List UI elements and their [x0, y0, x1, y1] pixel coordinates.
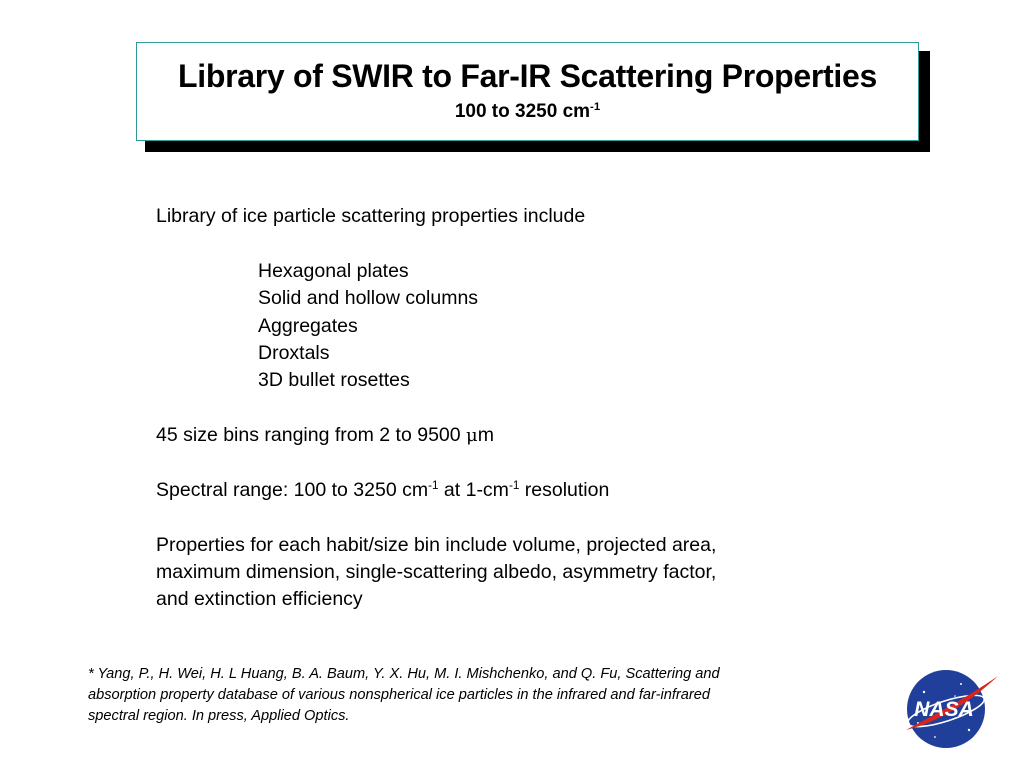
slide-subtitle — [137, 100, 918, 124]
nasa-logo — [898, 668, 1002, 750]
habit-item: Solid and hollow columns — [258, 287, 479, 310]
spectral-text-3: resolution — [519, 478, 610, 501]
intro-line: Library of ice particle scattering properties include — [156, 205, 586, 227]
size-bins-line — [156, 422, 856, 449]
size-bins-unit: m — [477, 424, 494, 447]
size-bins-text: 45 size bins ranging from 2 to 9500 — [156, 424, 467, 447]
spacer — [156, 230, 856, 257]
spectral-range-line — [156, 477, 856, 504]
subtitle-text: 100 to 3250 cm — [454, 101, 591, 122]
spectral-exp-2: -1 — [508, 478, 520, 492]
title-box — [136, 42, 919, 141]
habit-item: 3D bullet rosettes — [258, 369, 410, 392]
habit-item: Hexagonal plates — [258, 259, 409, 282]
reference-citation — [88, 664, 848, 727]
reference-line: absorption property database of various nonspherical ice particles in the infrared and far-infrared — [88, 687, 710, 703]
habit-item: Droxtals — [258, 341, 330, 364]
slide-body — [156, 203, 856, 614]
subtitle-exponent: -1 — [590, 101, 601, 114]
reference-line: spectral region. In press, Applied Optics. — [88, 708, 350, 724]
spectral-text-1: Spectral range: 100 to 3250 cm — [156, 478, 429, 501]
nasa-logo-wordmark: NASA — [914, 698, 974, 721]
slide-title: Library of SWIR to Far-IR Scattering Properties — [178, 58, 877, 94]
mu-symbol: μ — [466, 425, 478, 447]
properties-line: maximum dimension, single-scattering albedo, asymmetry factor, — [156, 561, 717, 584]
spacer — [156, 450, 856, 477]
spectral-exp-1: -1 — [428, 478, 439, 492]
properties-line: Properties for each habit/size bin include volume, projected area, — [156, 533, 717, 556]
spacer — [156, 504, 856, 531]
spectral-text-2: at 1-cm — [438, 478, 509, 501]
properties-line: and extinction efficiency — [156, 588, 363, 611]
habit-item: Aggregates — [258, 314, 358, 337]
spacer — [156, 395, 856, 422]
reference-line: * Yang, P., H. Wei, H. L Huang, B. A. Baum, Y. X. Hu, M. I. Mishchenko, and Q. Fu, Scattering and — [88, 666, 720, 682]
